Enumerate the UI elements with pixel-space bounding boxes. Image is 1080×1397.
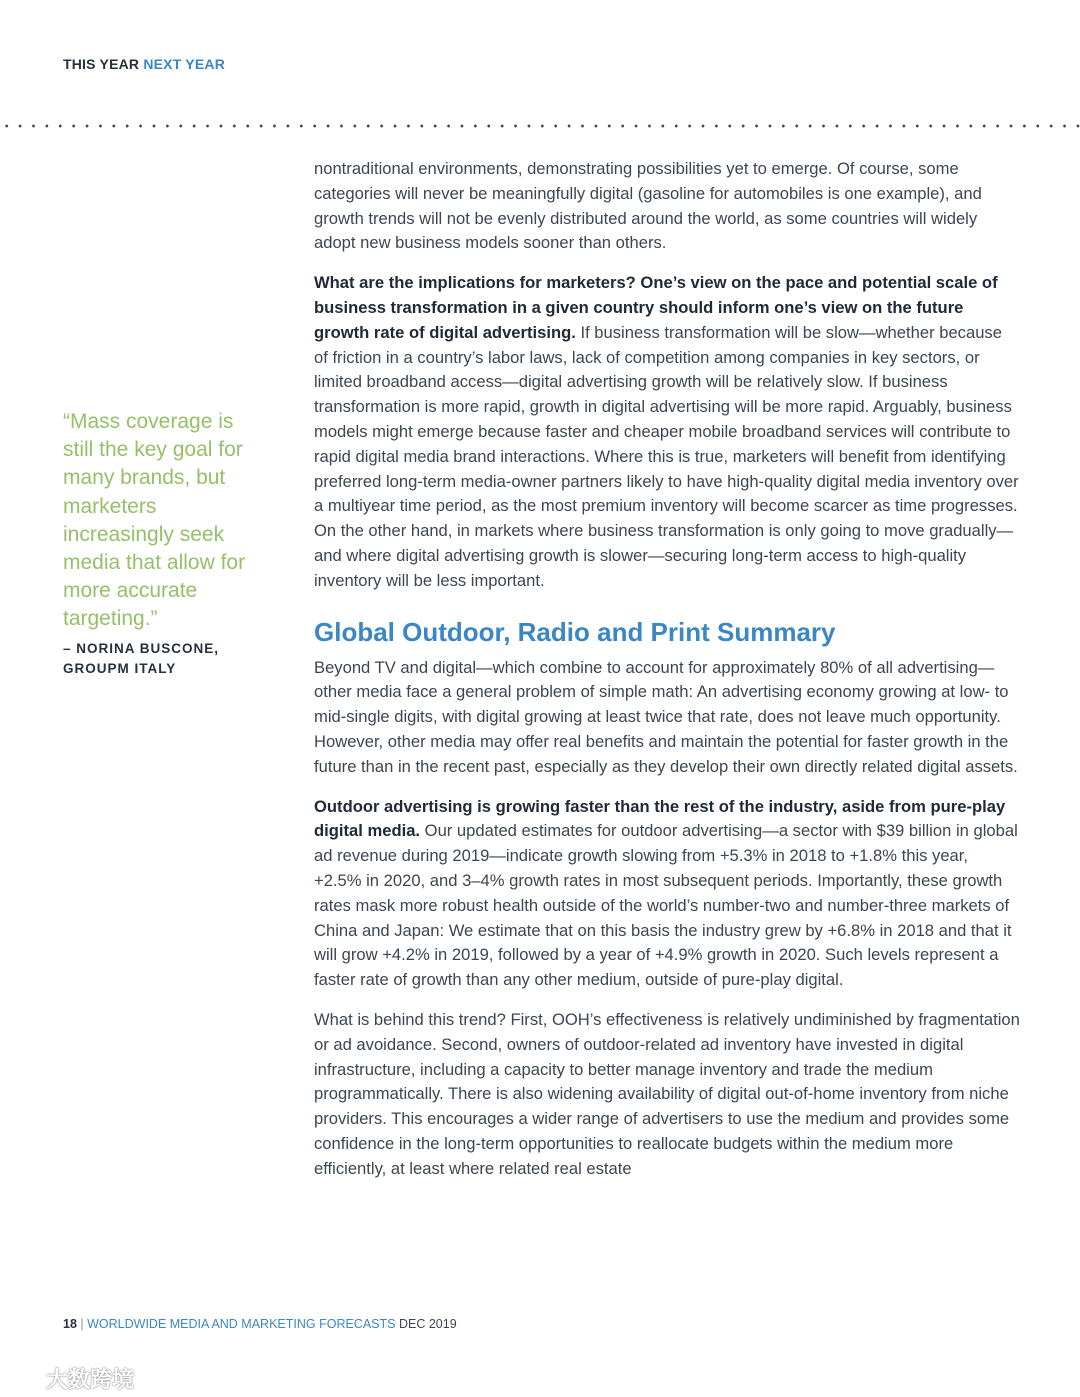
section-title: Global Outdoor, Radio and Print Summary bbox=[314, 616, 836, 647]
paragraph-4 bbox=[314, 795, 1020, 993]
paragraph-4-body: Our updated estimates for outdoor advertising—a sector with $39 billion in global ad revenue during 2019—indicate growth slowing from +5.3% in 2018 to +1.8% this year, +2.5% in 2020, and 3–4% growth rates in most subsequent periods. Importantly, these growth rates mask more robust health outside of the world’s number-two and number-three markets of China and Japan: We estimate that on this basis the industry grew by +6.8% in 2018 and that it will grow +4.2% in 2019, followed by a year of +4.9% growth in 2020. Such levels represent a faster rate of growth than any other medium, outside of pure-play digital. bbox=[314, 821, 1018, 990]
page-number: 18 bbox=[63, 1317, 77, 1331]
dotted-divider bbox=[0, 124, 1080, 128]
paragraph-2-lead: What are the implications for marketers? One’s view on the pace and potential scale of business transformation in a given country should inform one’s view on the future growth rate of digital advertising. bbox=[314, 273, 998, 342]
pull-quote-attribution bbox=[63, 639, 263, 679]
page-footer bbox=[63, 1317, 457, 1331]
watermark-logo-icon bbox=[8, 1367, 42, 1391]
paragraph-2-body: If business transformation will be slow—whether because of friction in a country’s labor laws, lack of competition among companies in key sectors, or limited broadband access—digital advertising growth will be relatively slow. If business transformation is more rapid, growth in digital advertising will be more rapid. Arguably, business models might emerge because faster and cheaper mobile broadband services will contribute to rapid digital media brand interactions. Where this is true, marketers will benefit from identifying preferred long-term media-owner partners likely to have high-quality digital media inventory over a multiyear time period, as the most premium inventory will become scarcer as time progresses. On the other hand, in markets where business transformation is only going to move gradually—and where digital advertising growth is slower—securing long-term access to high-quality inventory will be less important. bbox=[314, 322, 1019, 590]
publication-date: DEC 2019 bbox=[398, 1317, 457, 1331]
header-next-year: NEXT YEAR bbox=[143, 56, 225, 72]
header-this-year: THIS YEAR bbox=[63, 56, 140, 72]
main-column bbox=[314, 157, 1020, 1196]
pull-quote bbox=[63, 408, 263, 679]
running-header bbox=[63, 56, 225, 72]
paragraph-3: Beyond TV and digital—which combine to account for approximately 80% of all advertising—other media face a general problem of simple math: An advertising economy growing at low- to mid-single digits, with digital growing at least twice that rate, does not leave much opportunity. However, other media may offer real benefits and maintain the potential for faster growth in the future than in the recent past, especially as they develop their own directly related digital assets. bbox=[314, 657, 1018, 776]
attribution-org: GROUPM ITALY bbox=[63, 660, 177, 676]
pull-quote-text: “Mass coverage is still the key goal for many brands, but marketers increasingly seek media that allow for more accurate targeting.” bbox=[63, 410, 246, 631]
publication-title: WORLDWIDE MEDIA AND MARKETING FORECASTS bbox=[87, 1317, 396, 1331]
paragraph-2 bbox=[314, 271, 1020, 593]
watermark bbox=[8, 1363, 134, 1394]
paragraph-1: nontraditional environments, demonstrating possibilities yet to emerge. Of course, some categories will never be meaningfully digital (gasoline for automobiles is one example), and growth trends will not be evenly distributed around the world, as some countries will widely adopt new business models sooner than others. bbox=[314, 159, 982, 253]
paragraph-4-lead: Outdoor advertising is growing faster than the rest of the industry, aside from pure-play digital media. bbox=[314, 796, 1006, 841]
footer-separator: | bbox=[80, 1317, 84, 1331]
paragraph-5: What is behind this trend? First, OOH’s effectiveness is relatively undiminished by fragmentation or ad avoidance. Second, owners of outdoor-related ad inventory have invested in digital infrastructure, including a capacity to better manage inventory and trade the medium programmatically. There is also widening availability of digital out-of-home inventory from niche providers. This encourages a wider range of advertisers to use the medium and provides some confidence in the long-term opportunities to reallocate budgets within the medium more efficiently, at least where related real estate bbox=[314, 1009, 1020, 1178]
watermark-text: 大数跨境 bbox=[46, 1367, 135, 1392]
attribution-name: – NORINA BUSCONE, bbox=[63, 640, 220, 656]
